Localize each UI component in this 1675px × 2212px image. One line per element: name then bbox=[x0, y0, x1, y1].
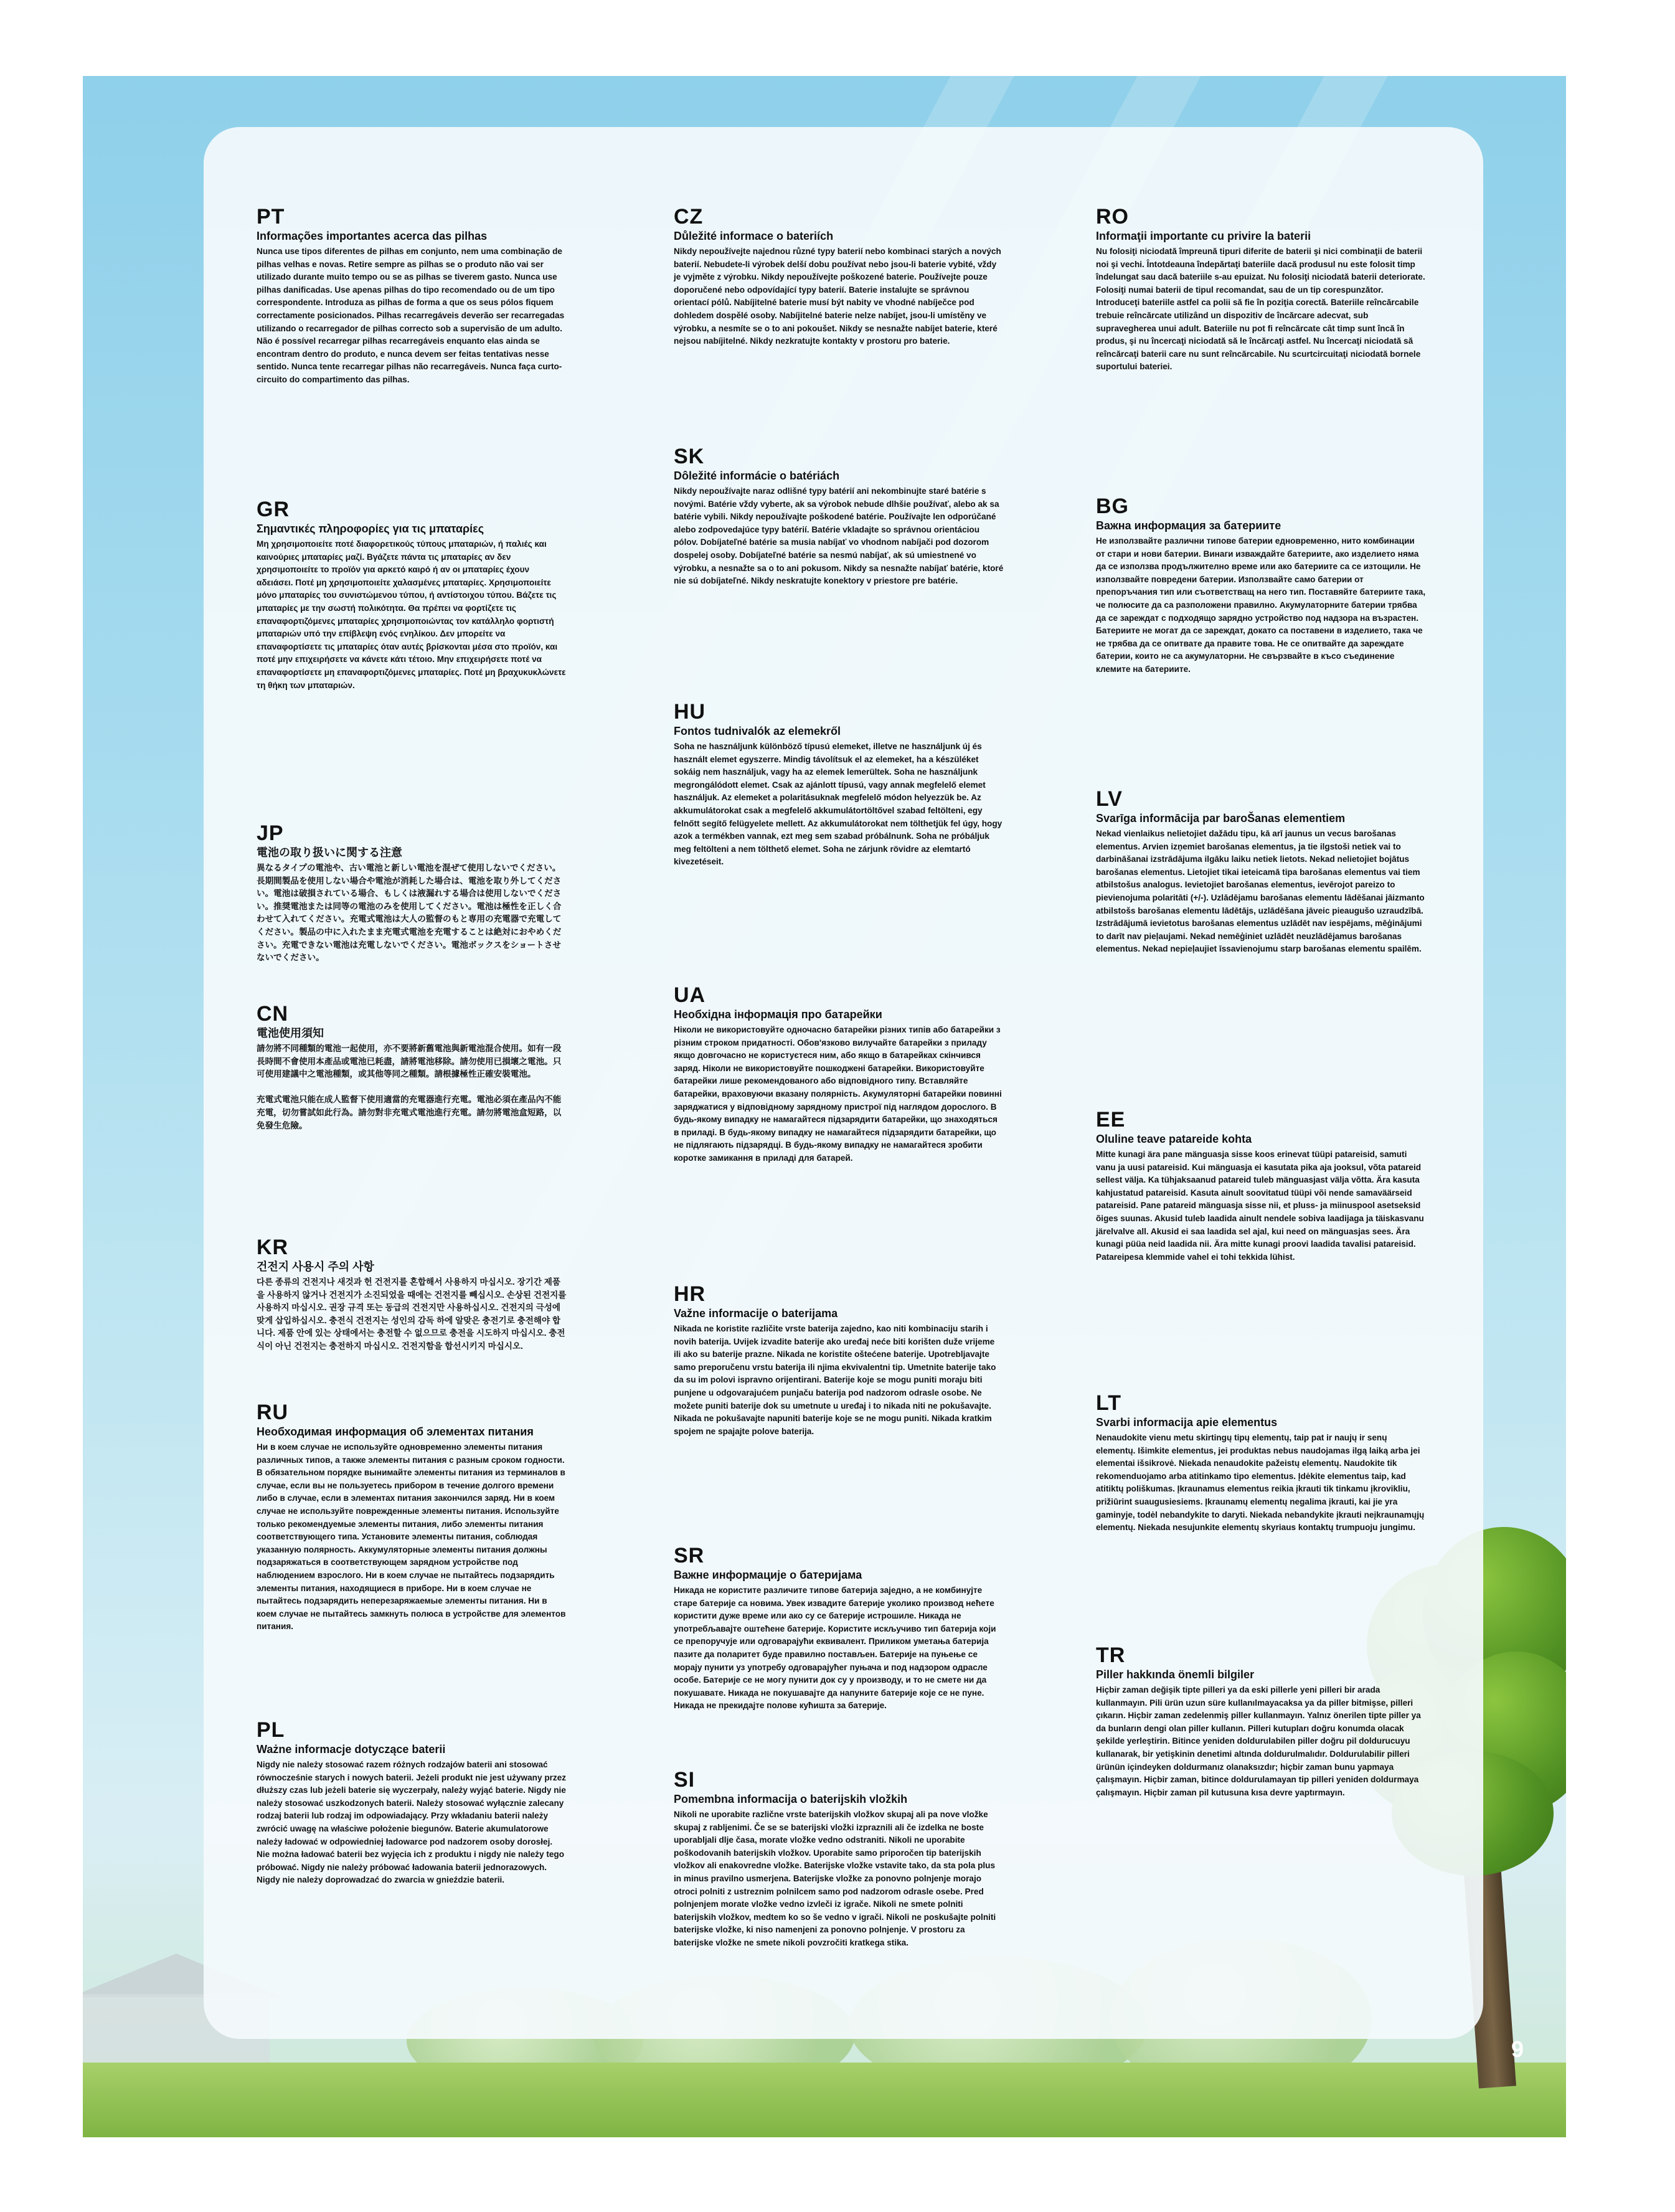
section-title: 電池の取り扱いに関する注意 bbox=[257, 846, 402, 859]
section-sr bbox=[674, 1544, 1004, 1713]
section-body: Μη χρησιμοποιείτε ποτέ διαφορετικούς τύπους μπαταριών, ή παλιές και καινούριες μπαταρίες μαζί. Βγάζετε πάντα τις μπαταρίες αν δεν χρησιμοποιείτε το προϊόν για αρκετό καιρό ή αν οι μπαταρίες έχουν αδειάσει. Ποτέ μη χρησιμοποιείτε χαλασμένες μπαταρίες. Χρησιμοποιείτε μόνο μπαταρίες του συνιστώμενου τύπου, ή αντίστοιχου τύπου. Βάζετε τις μπαταρίες με την σωστή πολικότητα. Θα πρέπει να φορτίζετε τις επαναφορτιζόμενες μπαταρίες χρησιμοποιώντας τον κατάλληλο φορτιστή μπαταριών υπό την επίβλεψη ενός ενηλίκου. Δεν μπορείτε να επαναφορτίσετε τις μπαταρίες όταν αυτές βρίσκονται μέσα στο προϊόν, και ποτέ μην επιχειρήσετε να κάνετε κάτι τέτοιο. Μην επιχειρήσετε ποτέ να επαναφορτίσετε μη επαναφορτιζόμενες μπαταρίες. Ποτέ μη βραχυκυκλώνετε τη θήκη των μπαταριών. bbox=[257, 539, 566, 690]
section-title: Důležité informace o bateriích bbox=[674, 230, 834, 242]
section-hu bbox=[674, 701, 1004, 869]
language-code: CN bbox=[257, 1002, 289, 1026]
language-code: TR bbox=[1096, 1643, 1126, 1667]
section-body: Hiçbir zaman değişik tipte pilleri ya da eski pillerle yeni pilleri bir arada kullanmayın. Pili ürün uzun süre kullanılmayacaksa ya da piller bitmişse, pilleri çıkarın. Hiçbir zaman zedelenmiş piller kullanmayın. Yalnız önerilen tipte piller ya da bunların dengi olan piller kullanın. Pilleri kutupları doğru konumda olacak şekilde yerleştirin. Bitince yeniden doldurulabilen piller doğru pil doldurucuyu kullanarak, bir yetişkinin denetimi altında doldurulmalıdır. Doldurulabilir pilleri ürünün içindeyken doldurmanız olanaksızdır; hiçbir zaman bunu yapmaya çalışmayın. Hiçbir zaman, bitince doldurulamayan tip pilleri yeniden doldurmaya çalışmayın. Hiçbir zaman pil kutusuna kısa devre yaptırmayın. bbox=[1096, 1685, 1421, 1797]
language-code: PT bbox=[257, 205, 285, 229]
section-title: Svarbi informacija apie elementus bbox=[1096, 1416, 1278, 1429]
language-code: RO bbox=[1096, 205, 1129, 229]
section-ru bbox=[257, 1401, 568, 1633]
language-code: BG bbox=[1096, 494, 1129, 518]
section-body: Nu folosiţi niciodată împreună tipuri diferite de baterii şi nici combinaţii de baterii noi şi vechi. Întotdeauna îndepărtaţi bateriile dacă produsul nu este folosit timp îndelungat sau dacă bateriile s-au epuizat. Nu folosiţi niciodată baterii deteriorate. Folosiţi numai baterii de tipul recomandat, sau de un tip corespunzător. Introduceţi bateriile astfel ca polii să fie în poziţia corectă. Bateriile reîncărcabile trebuie reîncărcate utilizând un dispozitiv de încărcare adecvat, sub supravegherea unui adult. Bateriile nu pot fi reîncărcate cât timp sunt încă în produs, şi nu încercaţi niciodată să le încărcaţi astfel. Nu încercaţi niciodată să reîncărcaţi baterii care nu sunt reîncărcabile. Nu scurtcircuitaţi niciodată bornele suportului bateriei. bbox=[1096, 247, 1425, 372]
language-code: UA bbox=[674, 983, 706, 1007]
section-title: Необходимая информация об элементах питания bbox=[257, 1425, 534, 1438]
language-code: GR bbox=[257, 498, 290, 521]
section-jp bbox=[257, 822, 568, 965]
section-title: 電池使用須知 bbox=[257, 1027, 324, 1039]
section-cz bbox=[674, 206, 1004, 348]
section-si bbox=[674, 1769, 1004, 1950]
language-code: HR bbox=[674, 1282, 706, 1306]
section-body: Никада не користите различите типове батерија заједно, а не комбинујте старе батерије са новима. Увек извадите батерије уколико производ нећете користити дуже време или ако су се батерије истрошиле. Никада не употребљавајте оштећене батерије. Користите искључиво тип батерија који се препоручује или одговарајући еквивалент. Приликом уметања батерија пазите да поларитет буде правилно постављен. Батерије на пуњење се морају пунити уз употребу одговарајућег пуњача и под надзором одрасле особе. Батерије се не могу пунити док су у производу, и то не смете ни да покушавате. Никада не покушавајте да напуните батерије које се не пуне. Никада не прекидајте полове кућишта за батерије. bbox=[674, 1586, 996, 1711]
section-body: Не използвайте различни типове батерии едновременно, нито комбинации от стари и нови батерии. Винаги изваждайте батериите, ако изделието няма да се използва продължително време или ако батериите са се изтощили. Не използвайте повредени батерии. Използвайте само батерии от препоръчания тип или съответстващ на него тип. Поставяйте батериите така, че полюсите да са разположени правилно. Акумулаторните батерии трябва да се зареждат с подходящо зарядно устройство под надзора на възрастен. Батериите не могат да се зареждат, докато са поставени в изделието, така че не трябва да се опитвате да правите това. Не се опитвайте да зареждате батерии, които не са акумулаторни. Не свързвайте в късо съединение клемите на батериите. bbox=[1096, 536, 1426, 674]
section-title: Pomembna informacija o baterijskih vložkih bbox=[674, 1793, 908, 1805]
section-body: 請勿將不同種類的電池一起使用，亦不要將新舊電池與新電池混合使用。如有一段長時間不會使用本產品或電池已耗盡，請將電池移除。請勿使用已損壞之電池。只可使用建議中之電池種類，或其他等同之種類。請根據極性正確安裝電池。 充電式電池只能在成人監督下使用適當的充電器進行充電。電池必須在產品內不能充電，切勿嘗試如此行為。請勿對非充電式電池進行充電。請勿將電池盒短路，以免發生危險。 bbox=[257, 1044, 562, 1130]
section-ro bbox=[1096, 206, 1426, 374]
section-kr bbox=[257, 1236, 568, 1353]
section-pt bbox=[257, 206, 568, 387]
section-title: Informaţii importante cu privire la baterii bbox=[1096, 230, 1311, 242]
grass-ground bbox=[83, 2063, 1566, 2137]
section-title: Svarīga informācija par baroŠanas elementiem bbox=[1096, 812, 1346, 825]
language-code: HU bbox=[674, 700, 706, 724]
section-title: Σημαντικές πληροφορίες για τις μπαταρίες bbox=[257, 522, 484, 535]
section-body: Soha ne használjunk különböző típusú elemeket, illetve ne használjunk új és használt elemet egyszerre. Mindig távolítsuk el az elemeket, ha a készüléket sokáig nem használjuk, vagy ha az elemek lemerültek. Soha ne használjunk megrongálódott elemet. Csak az ajánlott típusú, vagy annak megfelelő elemet használjuk. Az elemeket a polaritásuknak megfelelő módon helyezzük be. Az akkumulátorokat csak a megfelelő akkumulátortöltővel szabad feltölteni, egy felnőtt segítő felügyelete mellett. Az akkumulátorokat nem tölthetjük fel úgy, hogy azok a termékben vannak, ezt meg sem szabad próbálnunk. Soha ne próbáljuk meg feltölteni a nem tölthető elemet. Soha ne zárjunk rövidre az elemtartó kivezetéseit. bbox=[674, 742, 1003, 867]
section-title: Ważne informacje dotyczące baterii bbox=[257, 1743, 446, 1756]
section-title: Необхідна інформація про батарейки bbox=[674, 1008, 882, 1021]
language-code: LT bbox=[1096, 1391, 1122, 1415]
section-lt bbox=[1096, 1392, 1426, 1534]
section-cn bbox=[257, 1003, 568, 1132]
language-code: EE bbox=[1096, 1108, 1126, 1132]
section-title: Važne informacije o baterijama bbox=[674, 1307, 838, 1320]
section-title: Важна информация за батериите bbox=[1096, 519, 1281, 532]
section-pl bbox=[257, 1719, 568, 1887]
section-body: 다른 종류의 건전지나 새것과 헌 건전지를 혼합해서 사용하지 마십시오. 장기간 제품을 사용하지 않거나 건전지가 소진되었을 때에는 건전지를 빼십시오. 손상된 건전지를 사용하지 마십시오. 권장 규격 또는 동급의 건전지만 사용하십시오. 건전지의 극성에 맞게 삽입하십시오. 충전식 건전지는 성인의 감독 하에 알맞은 충전기로 충전해야 합니다. 제품 안에 있는 상태에서는 충전할 수 없으므로 충전을 시도하지 마십시오. 충전식이 아닌 건전지는 충전하지 마십시오. 건전지함을 합선시키지 마십시오. bbox=[257, 1277, 567, 1351]
section-body: Nunca use tipos diferentes de pilhas em conjunto, nem uma combinação de pilhas velhas e novas. Retire sempre as pilhas se o produto não vai ser utilizado durante muito tempo ou se as pilhas se tiverem gasto. Nunca use pilhas danificadas. Use apenas pilhas do tipo recomendado ou de um tipo correspondente. Introduza as pilhas de forma a que os seus pólos fiquem correctamente posicionados. Pilhas recarregáveis deverão ser recarregadas utilizando o recarregador de pilhas correcto sob a supervisão de um adulto. Não é possível recarregar pilhas recarregáveis enquanto elas ainda se encontram dentro do produto, e nunca devem ser feitas tentativas nesse sentido. Nunca tente recarregar pilhas não recarregáveis. Nunca faça curto-circuito do compartimento das pilhas. bbox=[257, 247, 565, 384]
language-code: PL bbox=[257, 1718, 285, 1742]
language-code: LV bbox=[1096, 787, 1123, 811]
section-sk bbox=[674, 445, 1004, 588]
section-title: Piller hakkında önemli bilgiler bbox=[1096, 1668, 1255, 1681]
section-body: 異なるタイプの電池や、古い電池と新しい電池を混ぜて使用しないでください。長期間製品を使用しない場合や電池が消耗した場合は、電池を取り外してください。電池は破損されている場合、もしくは液漏れする場合は使用しないでください。推奨電池または同等の電池のみを使用してください。電池は極性を正しく合わせて入れてください。充電式電池は大人の監督のもと専用の充電器で充電してください。製品の中に入れたまま充電式電池を充電することは絶対におやめください。充電できない電池は充電しないでください。電池ボックスをショートさせないでください。 bbox=[257, 863, 562, 963]
section-lv bbox=[1096, 788, 1426, 956]
language-code: SK bbox=[674, 445, 705, 468]
section-title: Dôležité informácie o batériách bbox=[674, 470, 840, 482]
section-body: Nenaudokite vienu metu skirtingų tipų elementų, taip pat ir naujų ir senų elementų. Išimkite elementus, jei produktas nebus naudojamas ilgą laiką arba jei elementai išsikrovė. Niekada nenaudokite pažeistų elementų. Naudokite tik rekomenduojamo arba atitinkamo tipo elementus. Įdėkite elementus taip, kad atitiktų poliškumas. Įkraunamus elementus reikia įkrauti tik tinkamu įkrovikliu, prižiūrint suaugusiesiems. Įkraunamų elementų negalima įkrauti, kai jie yra gaminyje, todėl nebandykite to daryti. Niekada nebandykite įkrauti neįkraunamųjų elementų. Niekada nesujunkite elementų skyriaus kontaktų trumpuoju jungimu. bbox=[1096, 1433, 1425, 1533]
page-number: 9 bbox=[1511, 2036, 1524, 2062]
language-code: SI bbox=[674, 1768, 696, 1792]
section-body: Ніколи не використовуйте одночасно батарейки різних типів або батарейки з різним строком придатності. Обов'язково вилучайте батарейки з приладу якщо довгочасно не користуєтеся ним, або якщо в батарейках скінчився заряд. Ніколи не використовуйте пошкоджені батарейки. Використовуйте батарейки лише рекомендованого або відповідного типу. Вставляйте батарейки, враховуючи вказану полярність. Акумуляторні батарейки повинні заряджатися у відповідному зарядному пристрої під наглядом дорослого. В будь-якому випадку не намагайтеся підзарядити батарейки, що знаходяться в приладі. В будь-якому випадку не намагайтеся підзарядити батарейки, що не підлягають підзарядці. В будь-якому випадку не намагайтеся зробити коротке замикання в приладі для батарей. bbox=[674, 1025, 1002, 1163]
section-title: 건전지 사용시 주의 사항 bbox=[257, 1260, 374, 1273]
section-body: Nikada ne koristite različite vrste baterija zajedno, kao niti kombinaciju starih i novih baterija. Uvijek izvadite baterije ako uređaj neće biti korišten duže vrijeme ili ako su baterije prazne. Nikada ne koristite oštećene baterije. Upotrebljavajte samo preporučenu vrstu baterija ili njima ekvivalentni tip. Umetnite baterije tako da su im polovi ispravno orijentirani. Baterije koje se mogu puniti moraju biti punjene u odgovarajućem punjaču baterija pod nadzorom odrasle osobe. Ne možete puniti baterije dok su umetnute u uređaj i to nikada niti ne pokušavajte. Nikada ne pokušavajte napuniti baterije koje se ne mogu puniti. Nikada kratkim spojem ne spajajte polove baterija. bbox=[674, 1324, 996, 1436]
section-body: Nikdy nepoužívejte najednou různé typy baterií nebo kombinaci starých a nových baterií. Nebudete-li výrobek delší dobu používat nebo jsou-li baterie vybité, vždy je vyjměte z výrobku. Nikdy nepoužívejte poškozené baterie. Používejte pouze doporučené nebo odpovídající typy baterií. Baterie instalujte se správnou orientací pólů. Nabíjitelné baterie musí být nabity ve vhodné nabíječce pod dohledem dospělé osoby. Nabíjitelné baterie nelze nabíjet, jsou-li umístěny ve výrobku, a nesmíte se o to ani pokoušet. Nikdy se nesnažte nabíjet baterie, které nejsou nabíjitelné. Nikdy nezkratujte kontakty v prostoru pro baterie. bbox=[674, 247, 1001, 346]
section-title: Fontos tudnivalók az elemekről bbox=[674, 725, 841, 737]
section-ua bbox=[674, 984, 1004, 1165]
section-title: Oluline teave patareide kohta bbox=[1096, 1133, 1252, 1145]
section-tr bbox=[1096, 1644, 1426, 1799]
section-body: Mitte kunagi ära pane mänguasja sisse koos erinevat tüüpi patareisid, samuti vanu ja uusi patareisid. Kui mänguasja ei kasutata pika aja jooksul, võta patareid sellest välja. Ka tühjaksaanud patareid tuleb mänguasjast välja võtta. Ära kasuta kahjustatud patareisid. Kasuta ainult soovitatud tüüpi või nende samaväärseid patareisid. Pane patareid mänguasja sisse nii, et pluss- ja miinuspool asetseksid õiges suunas. Akusid tuleb laadida ainult nendele sobiva laadijaga ja täiskasvanu järelvalve all. Akusid ei saa laadida sel ajal, kui need on mänguasjas sees. Ära kunagi püüa neid laadida nii. Ära mitte kunagi proovi laadida tavalisi patareisid. Patareipesa klemmide vahel ei tohi tekkida lühist. bbox=[1096, 1150, 1424, 1262]
section-title: Важне информације о батеријама bbox=[674, 1569, 862, 1581]
language-code: RU bbox=[257, 1401, 289, 1424]
language-code: KR bbox=[257, 1236, 289, 1259]
section-bg bbox=[1096, 495, 1426, 676]
section-body: Nikoli ne uporabite različne vrste baterijskih vložkov skupaj ali pa nove vložke skupaj z rabljenimi. Če se se baterijski vložki izpraznili ali če izdelka ne boste uporabljali dlje časa, morate vložke vedno odstraniti. Nikoli ne uporabite poškodovanih baterijskih vložkov. Uporabite samo priporočen tip baterijskih vložkov ali enakovredne vložke. Baterijske vložke vstavite tako, da sta pola plus in minus pravilno usmerjena. Baterijske vložke za ponovno polnjenje morajo otroci polniti z ustreznim polnilcem samo pod nadzorom odrasle osebe. Pred polnjenjem morate vložke vedno izvleči iz igrače. Nikoli ne smete polniti baterijskih vložkov, medtem ko so še vedno v igrači. Nikoli ne poskušajte polniti baterijske vložke, ki niso namenjeni za ponovno polnjenje. V prostoru za baterijske vložke ne smete nikoli povzročiti kratkega stika. bbox=[674, 1810, 996, 1947]
section-ee bbox=[1096, 1108, 1426, 1264]
language-code: JP bbox=[257, 821, 284, 845]
section-body: Ни в коем случае не используйте одновременно элементы питания различных типов, а также элементы питания с разным сроком годности. В обязательном порядке вынимайте элементы питания из терминалов в случае, если вы не пользуетесь прибором в течение долгого времени либо в случае, если в элементах питания закончился заряд. Ни в коем случае не используйте поврежденные элементы питания. Используйте только рекомендуемые элементы питания, либо элементы питания соответствующего типа. Установите элементы питания, соблюдая указанную полярность. Аккумуляторные элементы питания должны подзаряжаться в соответствующем зарядном устройстве под наблюдением взрослого. Ни в коем случае не пытайтесь подзарядить элементы питания, находящиеся в приборе. Ни в коем случае не пытайтесь подзарядить неперезаряжаемые элементы питания. Ни в коем случае не пытайтесь замкнуть полюса в устройстве для элементов питания. bbox=[257, 1442, 566, 1632]
language-code: SR bbox=[674, 1544, 705, 1567]
language-code: CZ bbox=[674, 205, 704, 229]
section-body: Nekad vienlaikus nelietojiet dažādu tipu, kā arī jaunus un vecus barošanas elementus. Arvien izņemiet barošanas elementus, ja tie ilgstoši netiek vai to darbināšanai izstrādājuma ilgāku laiku netiek lietots. Nekad nelietojiet bojātus barošanas elementus. Lietojiet tikai ieteicamā tipa barošanas elementus vai tiem atbilstošus analogus. Ievietojiet barošanas elementus, ievērojot pareizo to pievienojuma polaritāti (+/-). Uzlādējamu barošanas elementu lādēšanai jāizmanto atbilstošs barošanas elementu lādētājs, uzlādēšana jāveic pieaugušo uzraudzībā. Izstrādājumā ievietotus barošanas elementus uzlādēt nav iespējams, mēģinājumi to darīt nav pieļaujami. Nekad nemēģiniet uzlādēt neuzlādējamus barošanas elementus. Nekad nepieļaujiet īssavienojumu starp barošanas elementu spailēm. bbox=[1096, 829, 1425, 954]
section-body: Nikdy nepoužívajte naraz odlišné typy batérií ani nekombinujte staré batérie s novými. Batérie vždy vyberte, ak sa výrobok nebude dlhšie používať, alebo ak sa batérie vybili. Nikdy nepoužívajte poškodené batérie. Používajte len odporúčané alebo zodpovedajúce typy batérií. Batérie vkladajte so správnou orientáciou pólov. Dobíjateľné batérie sa musia nabíjať vo vhodnom nabíjači pod dozorom dospelej osoby. Dobíjateľné batérie sa nesmú nabíjať, ak sú umiestnené vo výrobku, a nesnažte sa o to ani pokusom. Nikdy sa nesnažte nabíjať batérie, ktoré nie sú dobíjateľné. Nikdy neskratujte konektory v priestore pre batérie. bbox=[674, 486, 1004, 586]
section-body: Nigdy nie należy stosować razem różnych rodzajów baterii ani stosować równocześnie starych i nowych baterii. Jeżeli produkt nie jest używany przez dłuższy czas lub jeżeli baterie się wyczerpały, należy wyjąć baterie. Nigdy nie należy stosować uszkodzonych baterii. Należy stosować wyłącznie zalecany rodzaj baterii lub rodzaj im odpowiadający. Przy wkładaniu baterii należy zwrócić uwagę na właściwe położenie biegunów. Baterie akumulatorowe należy ładować w odpowiedniej ładowarce pod nadzorem osoby dorosłej. Nie można ładować baterii bez wyjęcia ich z produktu i nigdy nie należy tego próbować. Nigdy nie należy próbować ładowania baterii jednorazowych. Nigdy nie należy doprowadzać do zwarcia w gnieździe baterii. bbox=[257, 1760, 567, 1885]
section-gr bbox=[257, 498, 568, 692]
section-hr bbox=[674, 1283, 1004, 1438]
section-title: Informações importantes acerca das pilhas bbox=[257, 230, 488, 242]
